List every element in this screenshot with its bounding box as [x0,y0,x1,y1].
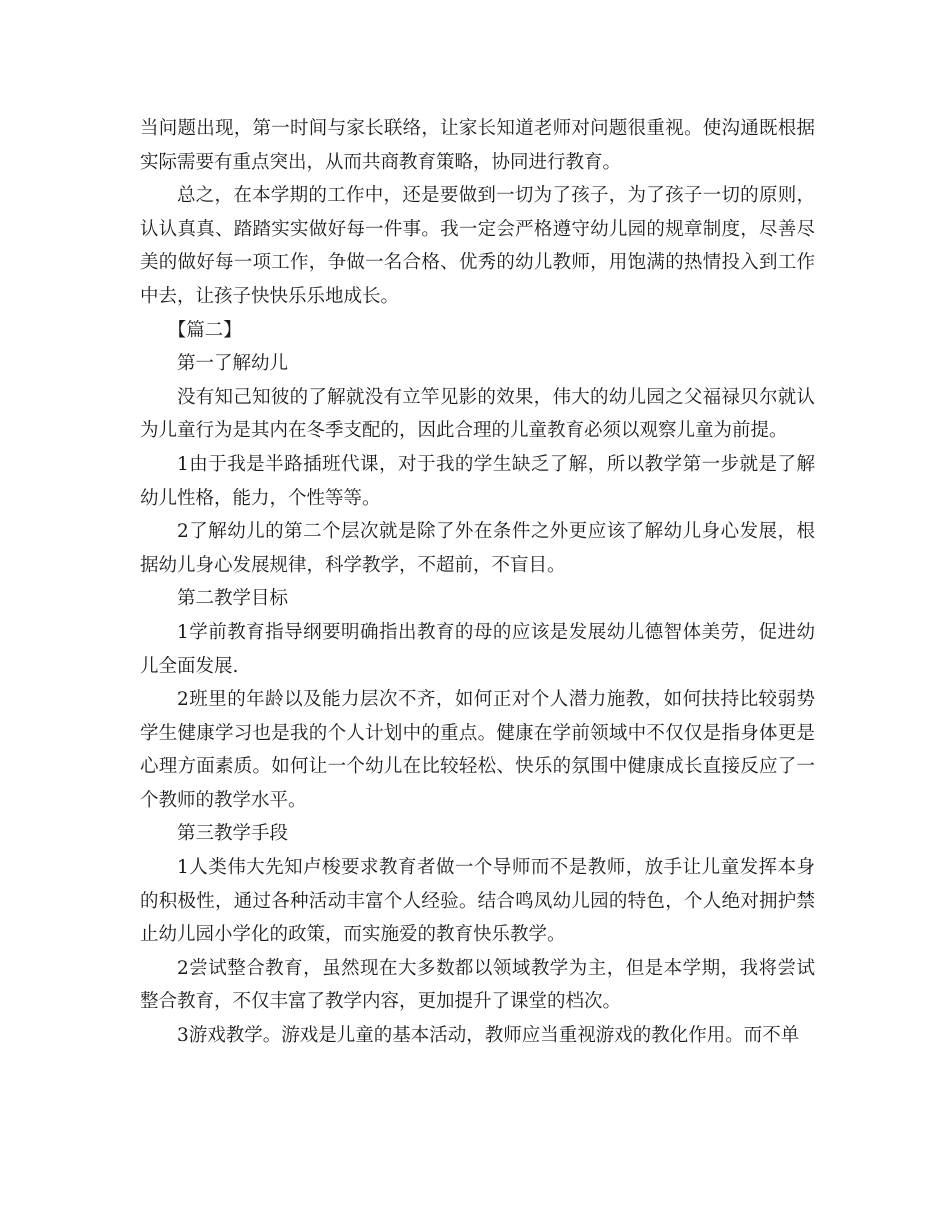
paragraph-item-1: 1学前教育指导纲要明确指出教育的母的应该是发展幼儿德智体美劳，促进幼儿全面发展. [140,621,815,677]
section-label-part-two: 【篇二】 [167,319,242,341]
paragraph-item-2: 2了解幼儿的第二个层次就是除了外在条件之外更应该了解幼儿身心发展，根据幼儿身心发展规律，科学教学，不超前，不盲目。 [140,521,815,576]
paragraph-item-1: 1由于我是半路插班代课，对于我的学生缺乏了解，所以教学第一步就是了解幼儿性格，能力，个性等等。 [140,453,815,509]
paragraph: 没有知己知彼的了解就没有立竿见影的效果，伟大的幼儿园之父福禄贝尔就认为儿童行为是其内在冬季支配的，因此合理的儿童教育必须以观察儿童为前提。 [140,386,815,442]
paragraph-item-3: 3游戏教学。游戏是儿童的基本活动，教师应当重视游戏的教化作用。而不单 [177,1025,800,1047]
paragraph-continued: 当问题出现，第一时间与家长联络，让家长知道老师对问题很重视。使沟通既根据实际需要有重点突出，从而共商教育策略，协同进行教育。 [140,118,815,173]
heading-teaching-goals: 第二教学目标 [177,588,289,610]
document-body [140,112,815,1053]
paragraph-item-2: 2班里的年龄以及能力层次不齐，如何正对个人潜力施教，如何扶持比较弱势学生健康学习也是我的个人计划中的重点。健康在学前领域中不仅仅是指身体更是心理方面素质。如何让一个幼儿在比较轻松、快乐的氛围中健康成长直接反应了一个教师的教学水平。 [140,689,815,811]
paragraph-summary: 总之，在本学期的工作中，还是要做到一切为了孩子，为了孩子一切的原则，认认真真、踏踏实实做好每一件事。我一定会严格遵守幼儿园的规章制度，尽善尽美的做好每一项工作，争做一名合格、优秀的幼儿教师，用饱满的热情投入到工作中去，让孩子快快乐乐地成长。 [140,185,815,307]
paragraph-item-1: 1人类伟大先知卢梭要求教育者做一个导师而不是教师，放手让儿童发挥本身的积极性，通过各种活动丰富个人经验。结合鸣凤幼儿园的特色，个人绝对拥护禁止幼儿园小学化的政策，而实施爱的教育快乐教学。 [140,857,815,946]
heading-understand-children: 第一了解幼儿 [177,353,289,375]
heading-teaching-methods: 第三教学手段 [177,823,289,845]
paragraph-item-2: 2尝试整合教育，虽然现在大多数都以领域教学为主，但是本学期，我将尝试整合教育，不仅丰富了教学内容，更加提升了课堂的档次。 [140,957,815,1013]
